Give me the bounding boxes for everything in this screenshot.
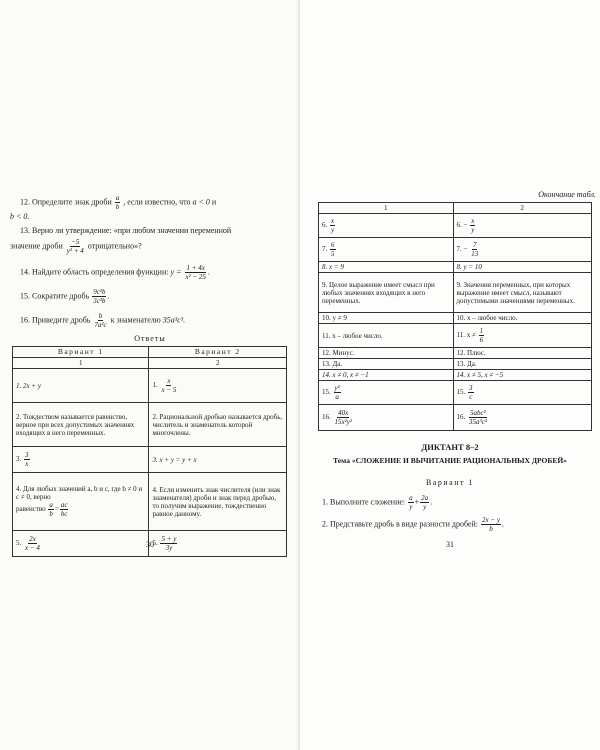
table-cell: 6. $\frac{x}{y}$: [319, 214, 454, 238]
answers-title: Ответы: [134, 334, 166, 343]
table-header-numbers: 1 2: [13, 358, 287, 369]
table-cell: 13. Да.: [319, 359, 454, 370]
question-12: 12. Определите знак дроби $\frac{a}{b}$ , если известно, что a < 0 и: [20, 194, 217, 211]
table-cell: 11. x – любое число.: [319, 324, 454, 348]
table-cell: 5. $\frac{2x}{x - 4}$: [13, 531, 149, 557]
question-text: , если известно, что: [123, 197, 191, 207]
table-cell: 16. $\frac{\text{5abc²}}{\text{35a³c³}}$: [453, 405, 592, 431]
table-cell: 4. Если изменить знак числителя (или знак знаменателя) дроби и знак перед дробью, то получим выражение, тождественно равное данному.: [149, 473, 287, 531]
table-row: [13, 473, 287, 531]
condition: a < 0: [192, 197, 210, 207]
table-row: [13, 403, 287, 447]
fraction: $\frac{\text{9c²b}}{\text{3c³b}}$: [93, 288, 106, 305]
table-continuation-label: Окончание табл.: [538, 190, 596, 199]
table-cell: 14. x ≠ 5, x ≠ −5: [453, 370, 592, 381]
table-cell: 12. Минус.: [319, 348, 454, 359]
question-15: 15. Сократите дробь $\frac{\text{9c²b}}{\text{3c³b}}$ .: [20, 288, 110, 305]
table-row: [319, 324, 592, 348]
table-cell: 16. $\frac{40x}{\text{15x²y²}}$: [319, 405, 454, 431]
table-cell: 1. $\frac{x}{x - 5}$: [149, 369, 287, 403]
fraction: $\frac{1 + 4x}{\text{x² − 25}}$: [185, 264, 206, 281]
table-cell: 15. $\frac{3}{c}$: [453, 381, 592, 405]
table-cell: 15. $\frac{\text{y²}}{a}$: [319, 381, 454, 405]
table-cell: 4. Для любых значений a, b и c, где b ≠ 0 и c ≠ 0, верно равенство $\frac{a}{b}$ = $\frac{ac}{bc}$: [13, 473, 149, 531]
table-cell: 6. − $\frac{x}{y}$: [453, 214, 592, 238]
table-cell: 10. y ≠ 9: [319, 313, 454, 324]
table-row: [319, 370, 592, 381]
table-cell: 13. Да.: [453, 359, 592, 370]
question-16: 16. Приведите дробь $\frac{b}{\text{7a²c}}$ к знаменателю 35a³c³.: [20, 312, 186, 329]
table-cell: 10. x – любое число.: [453, 313, 592, 324]
table-row: [319, 405, 592, 431]
page-number: 31: [446, 540, 454, 549]
table-cell: 12. Плюс.: [453, 348, 592, 359]
table-cell: 2. Тождеством называется равенство, верное при всех допустимых значениях входящих в него переменных.: [13, 403, 149, 447]
table-cell: 9. Значения переменных, при которых выражение имеет смысл, называют допустимыми значениями переменных.: [453, 273, 592, 313]
header-variant-2: Вариант 2: [149, 347, 287, 358]
page-number: 30: [146, 540, 154, 549]
task-2: 2. Представьте дробь в виде разности дробей: $\frac{2x - y}{b}$ .: [322, 516, 504, 533]
dictation-topic: Тема «СЛОЖЕНИЕ И ВЫЧИТАНИЕ РАЦИОНАЛЬНЫХ ДРОБЕЙ»: [333, 456, 567, 465]
question-12-line2: b < 0.: [10, 212, 30, 221]
table-cell: 8. y = 10: [453, 262, 592, 273]
table-cell: 1. 2x + y: [13, 369, 149, 403]
fraction: $\frac{b}{\text{7a²c}}$: [94, 312, 107, 329]
table-row: [319, 348, 592, 359]
answers-table-continued: [318, 202, 592, 431]
table-row: [13, 369, 287, 403]
table-cell: 3. x + y = y + x: [149, 447, 287, 473]
table-cell: 8. x = 9: [319, 262, 454, 273]
question-13-line2: значение дроби $\frac{-5}{\text{y² + 4}}$ отрицательно»?: [10, 238, 142, 255]
question-13: 13. Верно ли утверждение: «при любом значении переменной: [20, 226, 232, 235]
table-row: [319, 273, 592, 313]
right-page: [300, 0, 600, 750]
table-cell: 5. $\frac{5 + y}{3y}$: [149, 531, 287, 557]
fraction: $\frac{-5}{\text{y² + 4}}$: [66, 238, 84, 255]
table-cell: 7. − $\frac{7}{13}$: [453, 238, 592, 262]
table-cell: 3. $\frac{3}{x}$: [13, 447, 149, 473]
table-cell: 2. Рациональной дробью называется дробь, числитель и знаменатель которой многочлены.: [149, 403, 287, 447]
table-cell: 9. Целое выражение имеет смысл при любых значениях входящих в него переменных.: [319, 273, 454, 313]
table-row: [319, 262, 592, 273]
question-14: 14. Найдите область определения функции: y = $\frac{1 + 4x}{\text{x² − 25}}$ .: [20, 264, 210, 281]
table-cell: 7. $\frac{6}{5}$: [319, 238, 454, 262]
table-row: [13, 447, 287, 473]
table-cell: 11. x ≠ $\frac{1}{6}$: [453, 324, 592, 348]
fraction: $\frac{a}{b}$: [115, 194, 120, 211]
table-row: [319, 214, 592, 238]
table-row: [319, 238, 592, 262]
question-text: 12. Определите знак дроби: [20, 197, 112, 207]
table-cell: 14. x ≠ 0, x ≠ −1: [319, 370, 454, 381]
answers-table: [12, 346, 287, 557]
table-header-row: [13, 347, 287, 358]
table-row: [319, 313, 592, 324]
task-1: 1. Выполните сложение: $\frac{a}{y}$ + $\frac{2a}{y}$ .: [322, 494, 433, 511]
variant-title: Вариант 1: [426, 478, 474, 487]
table-header-row: 1 2: [319, 203, 592, 214]
table-row: [319, 359, 592, 370]
dictation-title: ДИКТАНТ 8–2: [421, 442, 479, 452]
header-variant-1: Вариант 1: [13, 347, 149, 358]
table-row: [319, 381, 592, 405]
